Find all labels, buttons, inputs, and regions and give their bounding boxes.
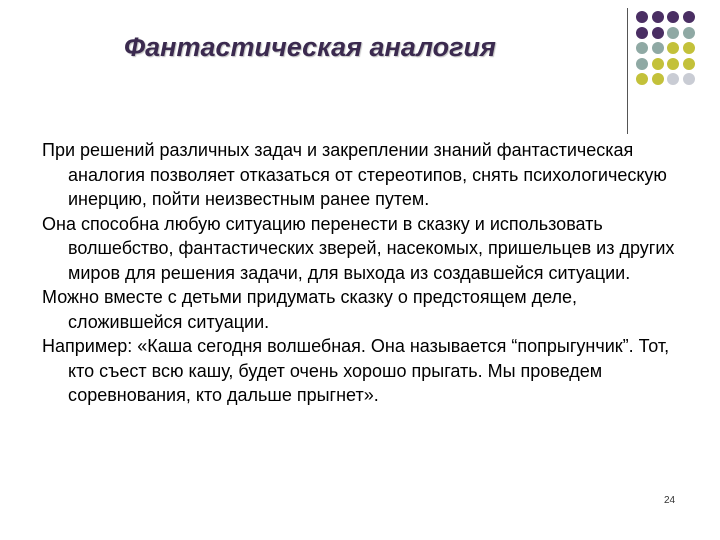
decorative-dot — [652, 27, 664, 39]
decorative-dot — [667, 27, 679, 39]
decorative-dot — [652, 58, 664, 70]
decorative-dot — [683, 27, 695, 39]
paragraph-1: При решений различных задач и закреплении знаний фантастическая аналогия позволяет отказаться от стереотипов, снять психологическую инерцию, пойти неизвестным ранее путем. — [42, 140, 667, 209]
decorative-dot — [683, 11, 695, 23]
paragraph-3: Можно вместе с детьми придумать сказку о предстоящем деле, сложившейся ситуации. — [42, 287, 578, 332]
decorative-dot — [667, 42, 679, 54]
decorative-dot — [667, 73, 679, 85]
decorative-dot — [683, 42, 695, 54]
decorative-dot — [636, 11, 648, 23]
decorative-dot — [652, 73, 664, 85]
page-number: 24 — [664, 495, 676, 506]
decorative-dot — [636, 58, 648, 70]
decorative-dot — [636, 27, 648, 39]
paragraph-2: Она способна любую ситуацию перенести в сказку и использовать волшебство, фантастических зверей, насекомых, пришельцев из других миров для решения задачи, для выхода из создавшейся ситуации. — [42, 213, 675, 283]
slide-title: Фантастическая аналогия — [124, 32, 496, 62]
decorative-dot — [683, 73, 695, 85]
decorative-dot — [667, 11, 679, 23]
decorative-dot — [683, 58, 695, 70]
decorative-dot — [636, 42, 648, 54]
decorative-dot — [652, 11, 664, 23]
decorative-dot — [636, 73, 648, 85]
slide-body — [42, 138, 682, 408]
decorative-divider — [627, 8, 628, 134]
paragraph-4: Например: «Каша сегодня волшебная. Она называется “попрыгунчик”. Тот, кто съест всю кашу, будет очень хорошо прыгать. Мы проведем соревнования, кто дальше прыгнет». — [42, 336, 670, 405]
decorative-dot — [652, 42, 664, 54]
decorative-dot — [667, 58, 679, 70]
